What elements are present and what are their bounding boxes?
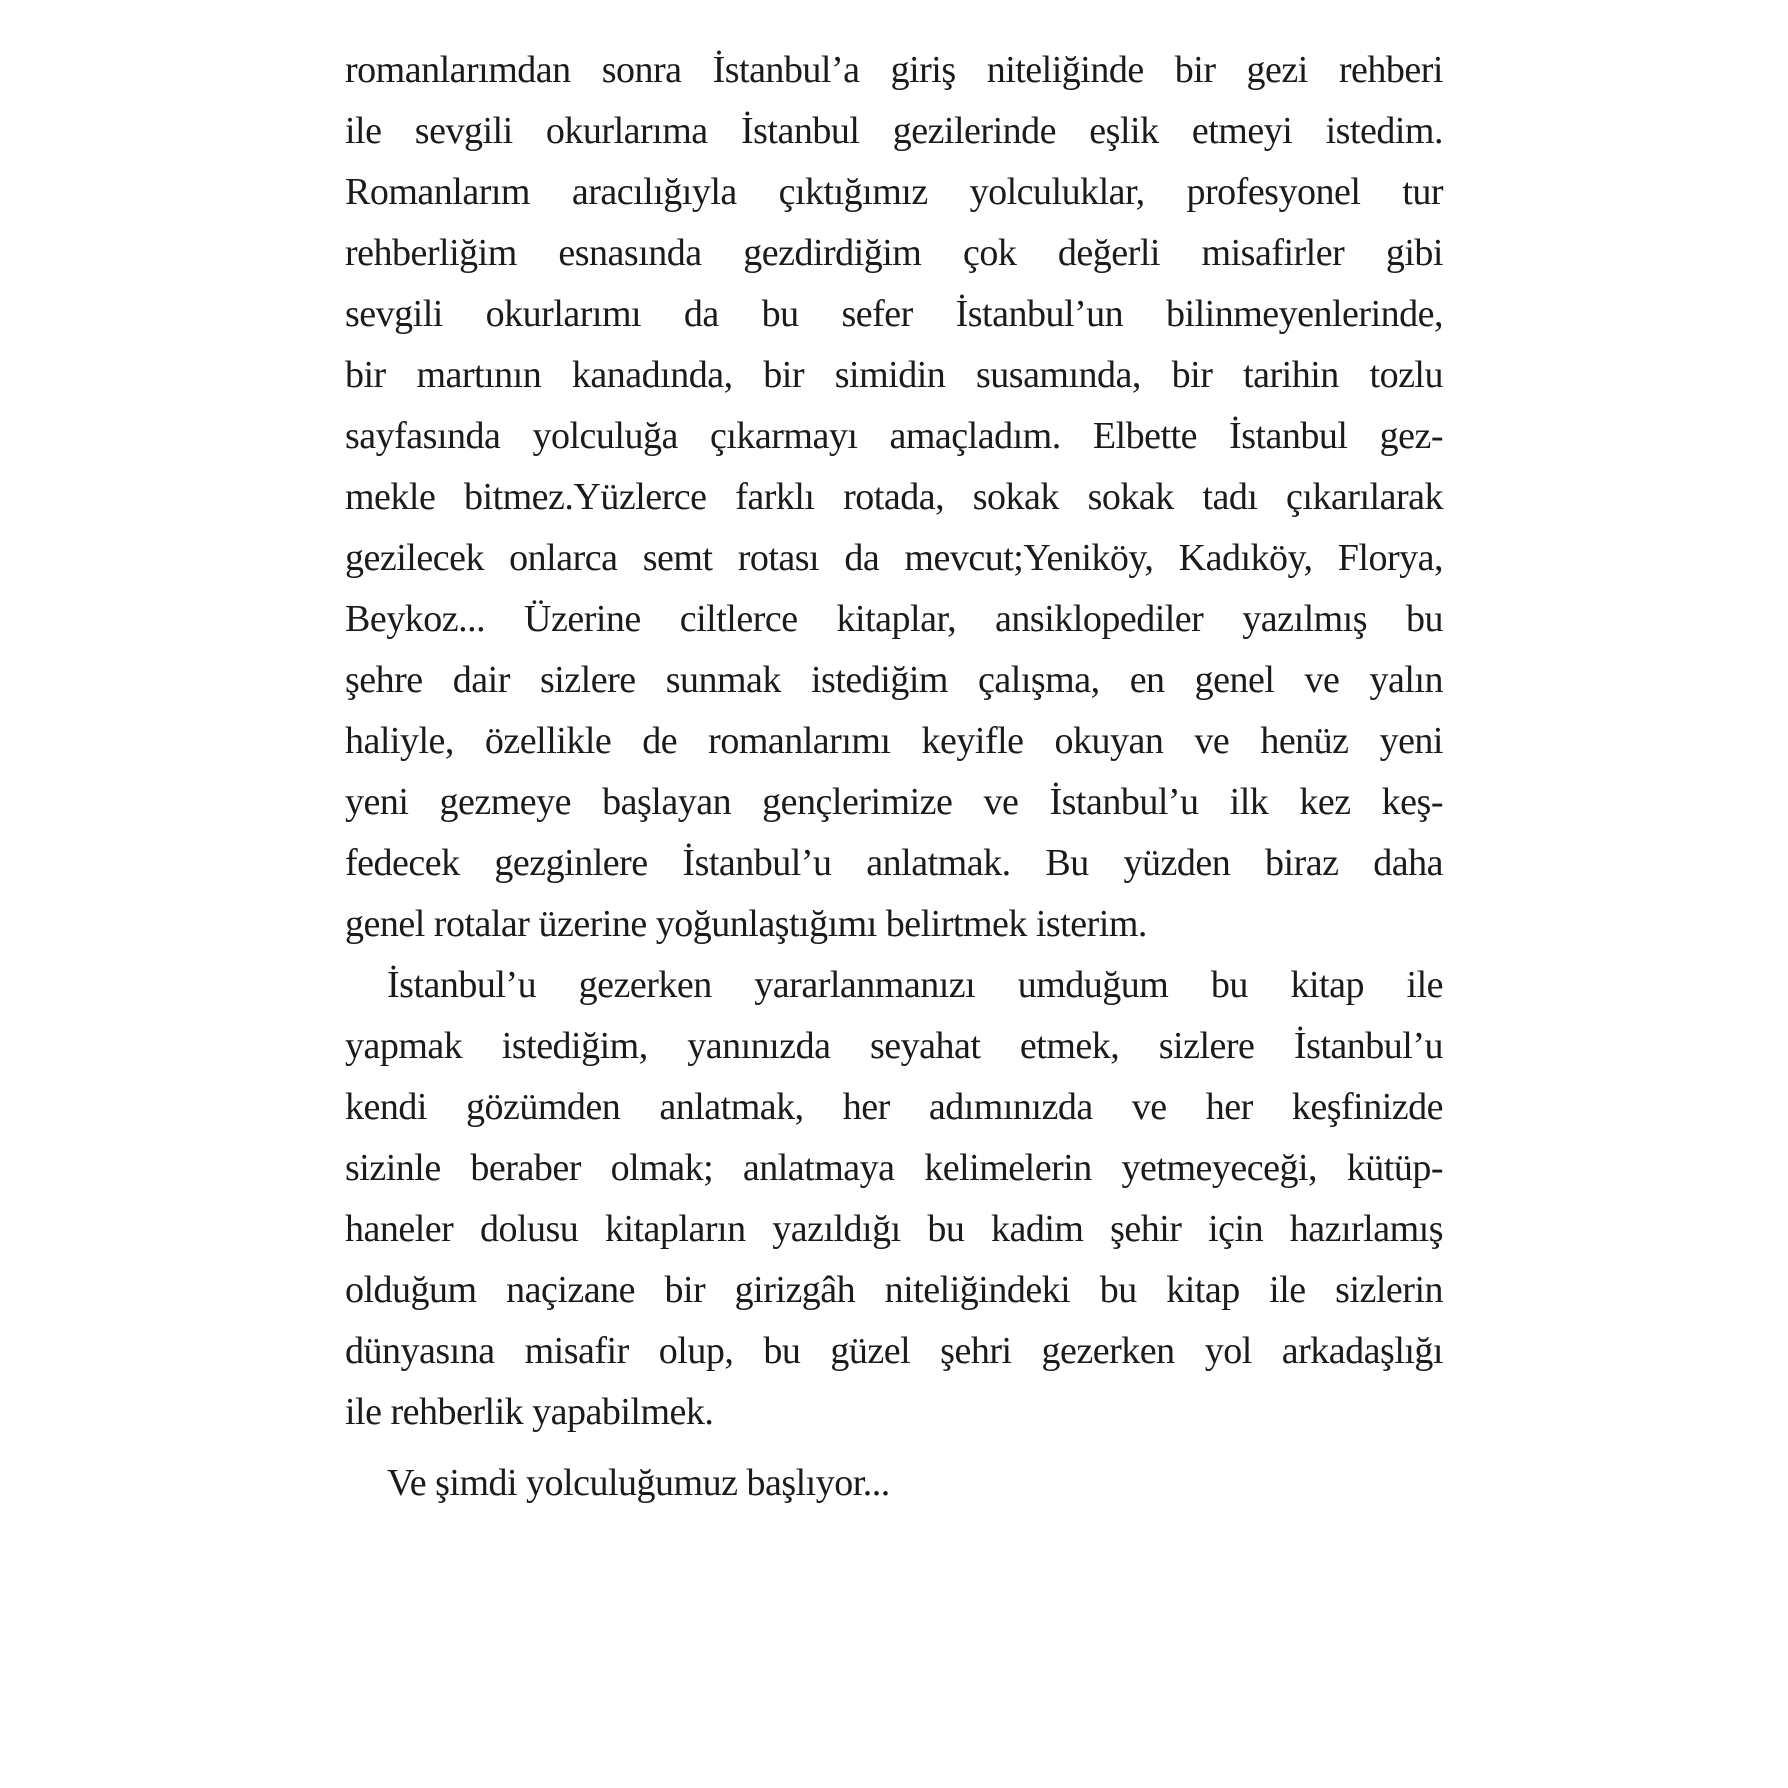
text-line: mekle bitmez.Yüzlerce farklı rotada, sokak sokak tadı çıkarılarak (345, 476, 1443, 518)
paragraph (345, 1453, 1443, 1514)
text-line: olduğum naçizane bir girizgâh niteliğindeki bu kitap ile sizlerin (345, 1269, 1443, 1311)
text-line: Romanlarım aracılığıyla çıktığımız yolculuklar, profesyonel tur (345, 171, 1443, 213)
text-line: ile rehberlik yapabilmek. (345, 1391, 714, 1433)
text-line: şehre dair sizlere sunmak istediğim çalışma, en genel ve yalın (345, 659, 1443, 701)
text-line: haneler dolusu kitapların yazıldığı bu kadim şehir için hazırlamış (345, 1208, 1443, 1250)
text-line: yapmak istediğim, yanınızda seyahat etmek, sizlere İstanbul’u (345, 1025, 1443, 1067)
text-line: sevgili okurlarımı da bu sefer İstanbul’un bilinmeyenlerinde, (345, 293, 1443, 335)
body-text-block (345, 40, 1443, 1514)
text-line: fedecek gezginlere İstanbul’u anlatmak. Bu yüzden biraz daha (345, 842, 1443, 884)
text-line: Ve şimdi yolculuğumuz başlıyor... (387, 1462, 890, 1504)
text-line: rehberliğim esnasında gezdirdiğim çok değerli misafirler gibi (345, 232, 1443, 274)
text-line: sayfasında yolculuğa çıkarmayı amaçladım. Elbette İstanbul gez- (345, 415, 1443, 457)
text-line: İstanbul’u gezerken yararlanmanızı umduğum bu kitap ile (387, 964, 1443, 1006)
text-line: dünyasına misafir olup, bu güzel şehri gezerken yol arkadaşlığı (345, 1330, 1443, 1372)
text-line: ile sevgili okurlarıma İstanbul gezilerinde eşlik etmeyi istedim. (345, 110, 1443, 152)
paragraph (345, 40, 1443, 955)
text-line: sizinle beraber olmak; anlatmaya kelimelerin yetmeyeceği, kütüp- (345, 1147, 1443, 1189)
text-line: bir martının kanadında, bir simidin susamında, bir tarihin tozlu (345, 354, 1443, 396)
paragraph (345, 955, 1443, 1443)
text-line: haliyle, özellikle de romanlarımı keyifle okuyan ve henüz yeni (345, 720, 1443, 762)
text-line: gezilecek onlarca semt rotası da mevcut;Yeniköy, Kadıköy, Florya, (345, 537, 1443, 579)
text-line: romanlarımdan sonra İstanbul’a giriş niteliğinde bir gezi rehberi (345, 49, 1443, 91)
text-line: Beykoz... Üzerine ciltlerce kitaplar, ansiklopediler yazılmış bu (345, 598, 1443, 640)
text-line: yeni gezmeye başlayan gençlerimize ve İstanbul’u ilk kez keş- (345, 781, 1443, 823)
text-line: genel rotalar üzerine yoğunlaştığımı belirtmek isterim. (345, 903, 1147, 945)
text-line: kendi gözümden anlatmak, her adımınızda ve her keşfinizde (345, 1086, 1443, 1128)
